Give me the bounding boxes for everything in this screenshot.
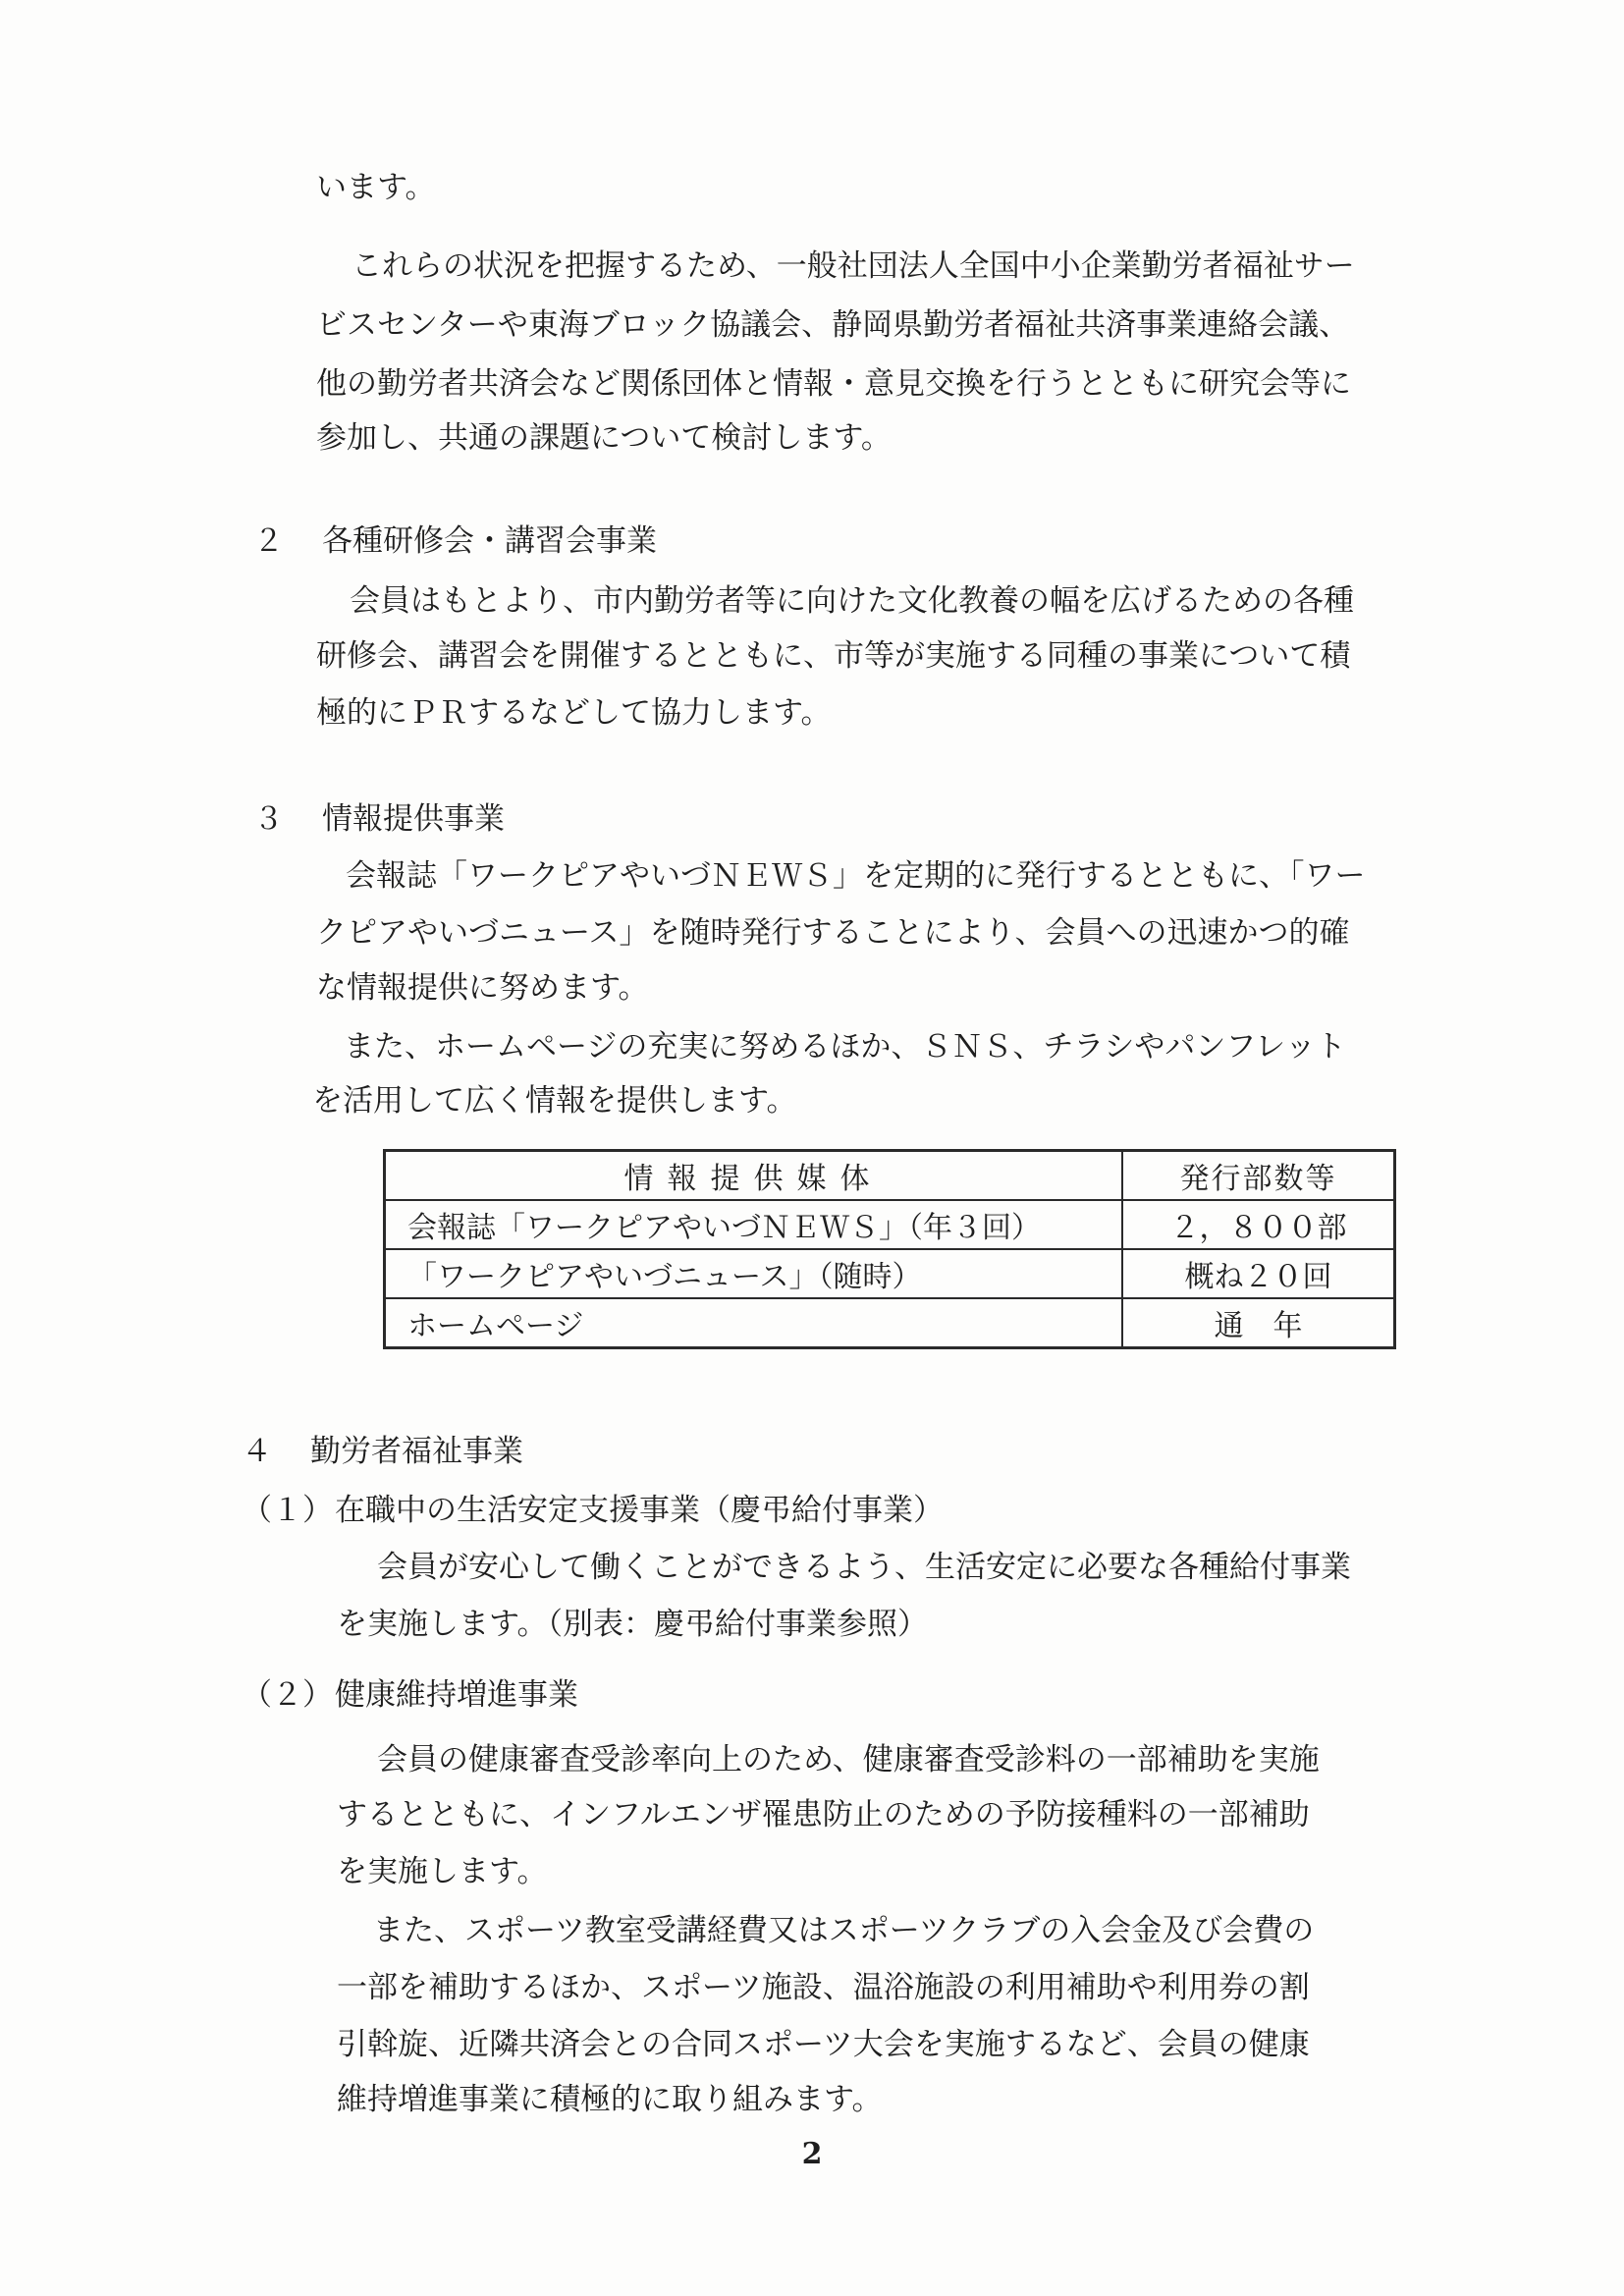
text-line: を実施します。 bbox=[337, 1854, 548, 1889]
text-line: 一部を補助するほか、スポーツ施設、温浴施設の利用補助や利用券の割 bbox=[337, 1970, 1310, 2005]
text-line: するとともに、インフルエンザ罹患防止のための予防接種料の一部補助 bbox=[337, 1797, 1310, 1832]
text-line: これらの状況を把握するため、一般社団法人全国中小企業勤労者福祉サー bbox=[352, 248, 1355, 284]
subsection-number: （２） bbox=[242, 1677, 333, 1713]
table-cell: ホームページ bbox=[385, 1298, 1123, 1348]
table-cell: 概ね２０回 bbox=[1122, 1249, 1395, 1298]
subsection-title: 在職中の生活安定支援事業（慶弔給付事業） bbox=[335, 1493, 944, 1528]
table-cell: ２，８００部 bbox=[1122, 1200, 1395, 1249]
subsection-heading bbox=[242, 1485, 944, 1536]
text-line: クピアやいづニュース」を随時発行することにより、会員への迅速かつ的確 bbox=[316, 915, 1350, 951]
section-title: 情報提供事業 bbox=[322, 801, 505, 837]
subsection-title: 健康維持増進事業 bbox=[335, 1677, 578, 1713]
text-line: 参加し、共通の課題について検討します。 bbox=[316, 420, 892, 456]
text-line: また、ホームページの充実に努めるほか、ＳＮＳ、チラシやパンフレット bbox=[344, 1029, 1346, 1065]
section-title: 勤労者福祉事業 bbox=[310, 1434, 523, 1469]
section-heading bbox=[242, 1426, 523, 1477]
section-number: ３ bbox=[253, 801, 284, 837]
text-line: を活用して広く情報を提供します。 bbox=[312, 1083, 797, 1119]
text-line: を実施します。（別表：慶弔給付事業参照） bbox=[337, 1607, 929, 1642]
table-cell: 「ワークピアやいづニュース」（随時） bbox=[385, 1249, 1123, 1298]
subsection-heading bbox=[242, 1669, 578, 1721]
section-heading bbox=[253, 516, 657, 567]
table-row bbox=[385, 1298, 1395, 1348]
table-cell: 会報誌「ワークピアやいづＮＥＷＳ」（年３回） bbox=[385, 1200, 1123, 1249]
text-line: 会員の健康審査受診率向上のため、健康審査受診料の一部補助を実施 bbox=[377, 1742, 1320, 1777]
subsection-number: （１） bbox=[242, 1493, 333, 1528]
section-number: ４ bbox=[242, 1434, 272, 1469]
text-line: 維持増進事業に積極的に取り組みます。 bbox=[337, 2082, 883, 2117]
text-line: 会員はもとより、市内勤労者等に向けた文化教養の幅を広げるための各種 bbox=[350, 583, 1354, 619]
text-line: います。 bbox=[316, 170, 436, 205]
table-cell: 通 年 bbox=[1122, 1298, 1395, 1348]
section-heading bbox=[253, 793, 505, 845]
text-line: な情報提供に努めます。 bbox=[316, 970, 649, 1006]
text-line: 引斡旋、近隣共済会との合同スポーツ大会を実施するなど、会員の健康 bbox=[337, 2027, 1310, 2062]
text-line: 会員が安心して働くことができるよう、生活安定に必要な各種給付事業 bbox=[377, 1550, 1351, 1585]
table-header-row bbox=[385, 1151, 1395, 1201]
page-number: 2 bbox=[801, 2137, 823, 2171]
table-row bbox=[385, 1200, 1395, 1249]
text-line: 他の勤労者共済会など関係団体と情報・意見交換を行うとともに研究会等に bbox=[316, 366, 1351, 402]
section-number: ２ bbox=[253, 523, 284, 559]
text-line: 極的にＰＲするなどして協力します。 bbox=[316, 695, 832, 731]
table-header: 発行部数等 bbox=[1122, 1151, 1395, 1201]
text-line: また、スポーツ教室受講経費又はスポーツクラブの入会金及び会費の bbox=[373, 1913, 1315, 1948]
text-line: 研修会、講習会を開催するとともに、市等が実施する同種の事業について積 bbox=[316, 638, 1351, 674]
table-row bbox=[385, 1249, 1395, 1298]
section-title: 各種研修会・講習会事業 bbox=[322, 523, 657, 559]
table-header: 情報提供媒体 bbox=[385, 1151, 1123, 1201]
text-line: ビスセンターや東海ブロック協議会、静岡県勤労者福祉共済事業連絡会議、 bbox=[316, 307, 1350, 343]
text-line: 会報誌「ワークピアやいづＮＥＷＳ」を定期的に発行するとともに、「ワー bbox=[346, 858, 1366, 894]
media-table bbox=[383, 1149, 1396, 1349]
